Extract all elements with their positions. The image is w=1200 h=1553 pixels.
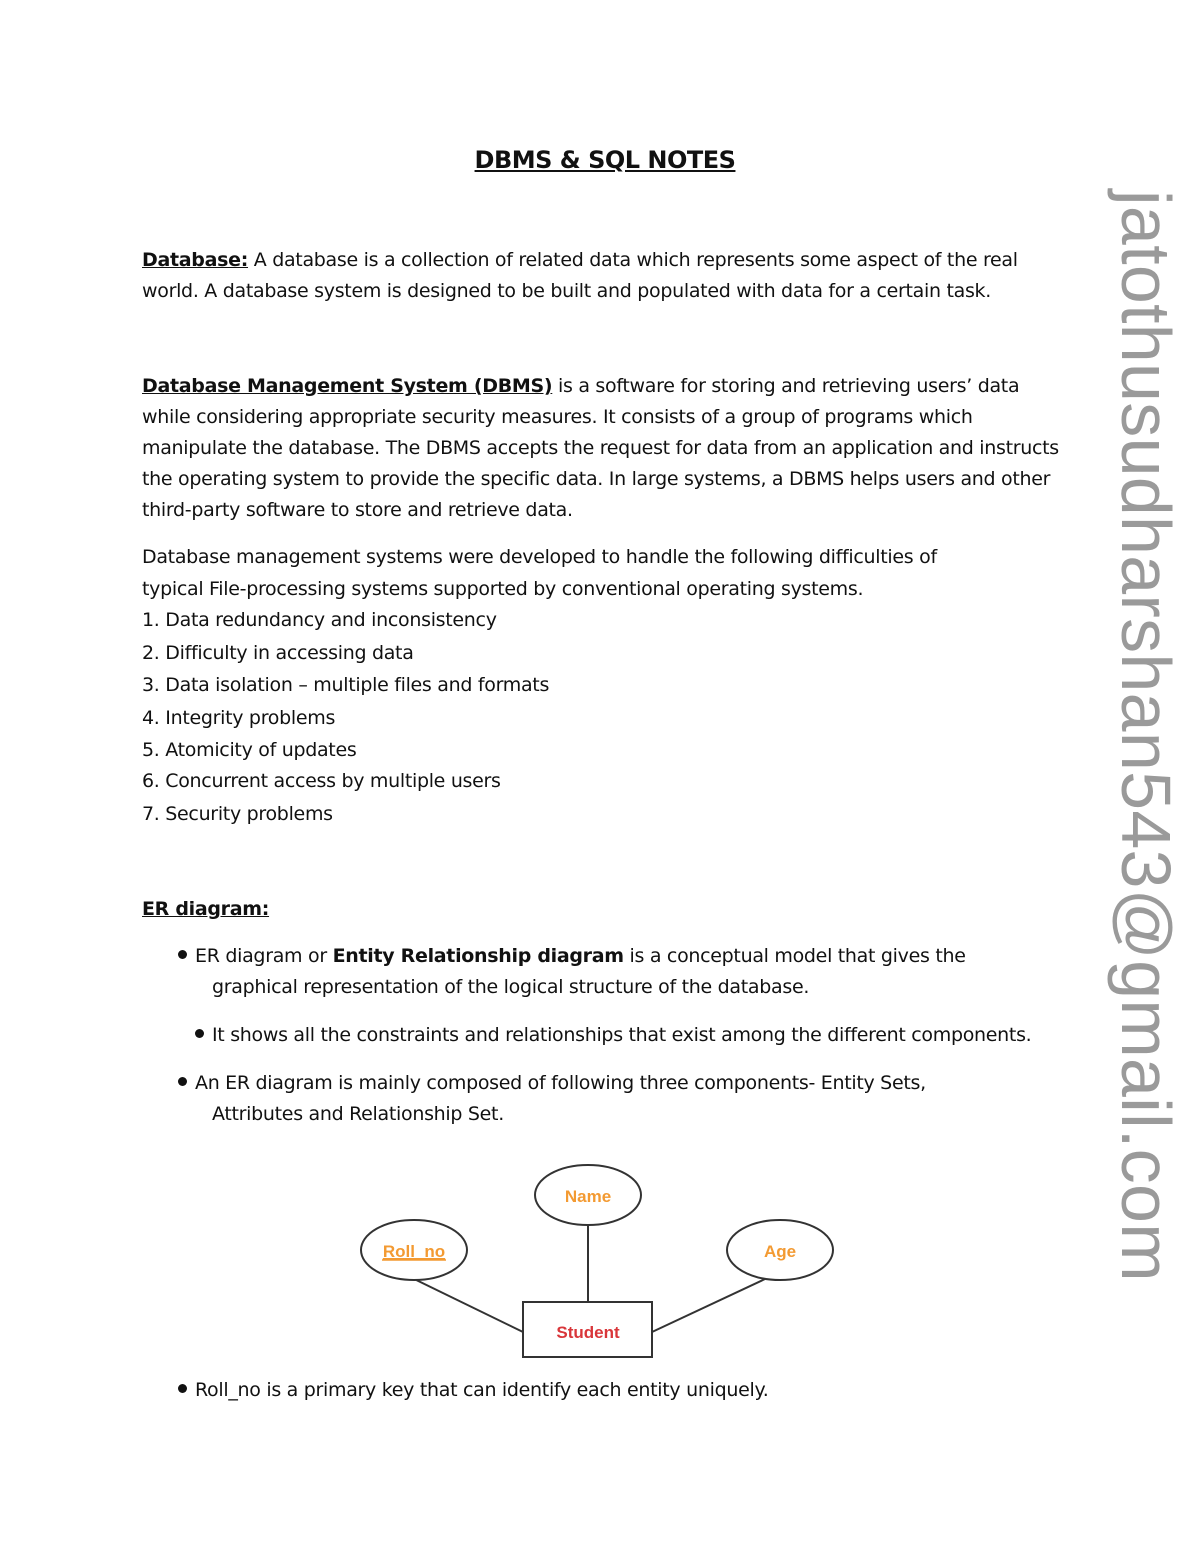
er-bullet-3-continuation: Attributes and Relationship Set.	[212, 1103, 504, 1125]
list-item: 4. Integrity problems	[142, 707, 336, 729]
er-bullet-1-bold: Entity Relationship diagram	[332, 945, 624, 967]
er-bullet-4-text: Roll_no is a primary key that can identify each entity uniquely.	[195, 1379, 769, 1401]
list-item: 1. Data redundancy and inconsistency	[142, 609, 497, 631]
name-attribute-label: Name	[564, 1187, 612, 1206]
database-definition	[142, 245, 1067, 307]
list-item: 7. Security problems	[142, 803, 333, 825]
student-entity-label: Student	[556, 1323, 620, 1342]
er-diagram-svg	[348, 1148, 848, 1370]
list-item: 6. Concurrent access by multiple users	[142, 770, 501, 792]
database-definition-text: A database is a collection of related data which represents some aspect of the real world. A database system is designed to be built and populated with data for a certain task.	[142, 249, 1018, 302]
bullet-dot-icon	[178, 1077, 187, 1086]
roll-attribute-label: Roll_no	[382, 1242, 446, 1261]
roll-connector-line	[408, 1276, 523, 1332]
er-bullet-1-continuation: graphical representation of the logical structure of the database.	[212, 976, 810, 998]
bullet-dot-icon	[178, 1384, 187, 1393]
bullet-dot-icon	[195, 1029, 204, 1038]
watermark	[1108, 190, 1184, 1365]
dbms-definition	[142, 371, 1067, 526]
watermark-text: jatothusudharshan543@gmail.com	[1107, 190, 1185, 1282]
er-bullet-2	[195, 1020, 1095, 1051]
er-bullet-3	[178, 1068, 1078, 1130]
page-title: DBMS & SQL NOTES	[474, 146, 736, 174]
er-bullet-3-text: An ER diagram is mainly composed of following three components- Entity Sets,	[195, 1072, 926, 1094]
list-item: 3. Data isolation – multiple files and formats	[142, 674, 550, 696]
database-term: Database:	[142, 249, 249, 271]
age-connector-line	[652, 1272, 780, 1332]
difficulties-intro-line2: typical File-processing systems supported by conventional operating systems.	[142, 578, 864, 600]
list-item: 2. Difficulty in accessing data	[142, 642, 414, 664]
difficulties-intro-line1: Database management systems were developed to handle the following difficulties of	[142, 546, 937, 568]
er-bullet-1-pre: ER diagram or	[195, 945, 333, 967]
er-bullet-4	[178, 1375, 1078, 1406]
list-item: 5. Atomicity of updates	[142, 739, 357, 761]
bullet-dot-icon	[178, 950, 187, 959]
dbms-term: Database Management System (DBMS)	[142, 375, 553, 397]
dbms-definition-text: is a software for storing and retrieving users’ data while considering appropriate security measures. It consists of a group of programs which manipulate the database. The DBMS accepts the request for data from an application and instructs the operating system to provide the specific data. In large systems, a DBMS helps users and other third-party software to store and retrieve data.	[142, 375, 1059, 521]
er-bullet-1-post: is a conceptual model that gives the	[623, 945, 966, 967]
age-attribute-label: Age	[763, 1242, 797, 1261]
er-heading: ER diagram:	[142, 898, 270, 920]
er-diagram	[348, 1148, 848, 1370]
er-bullet-2-text: It shows all the constraints and relationships that exist among the different components.	[212, 1024, 1032, 1046]
er-bullet-1	[178, 941, 1078, 1003]
